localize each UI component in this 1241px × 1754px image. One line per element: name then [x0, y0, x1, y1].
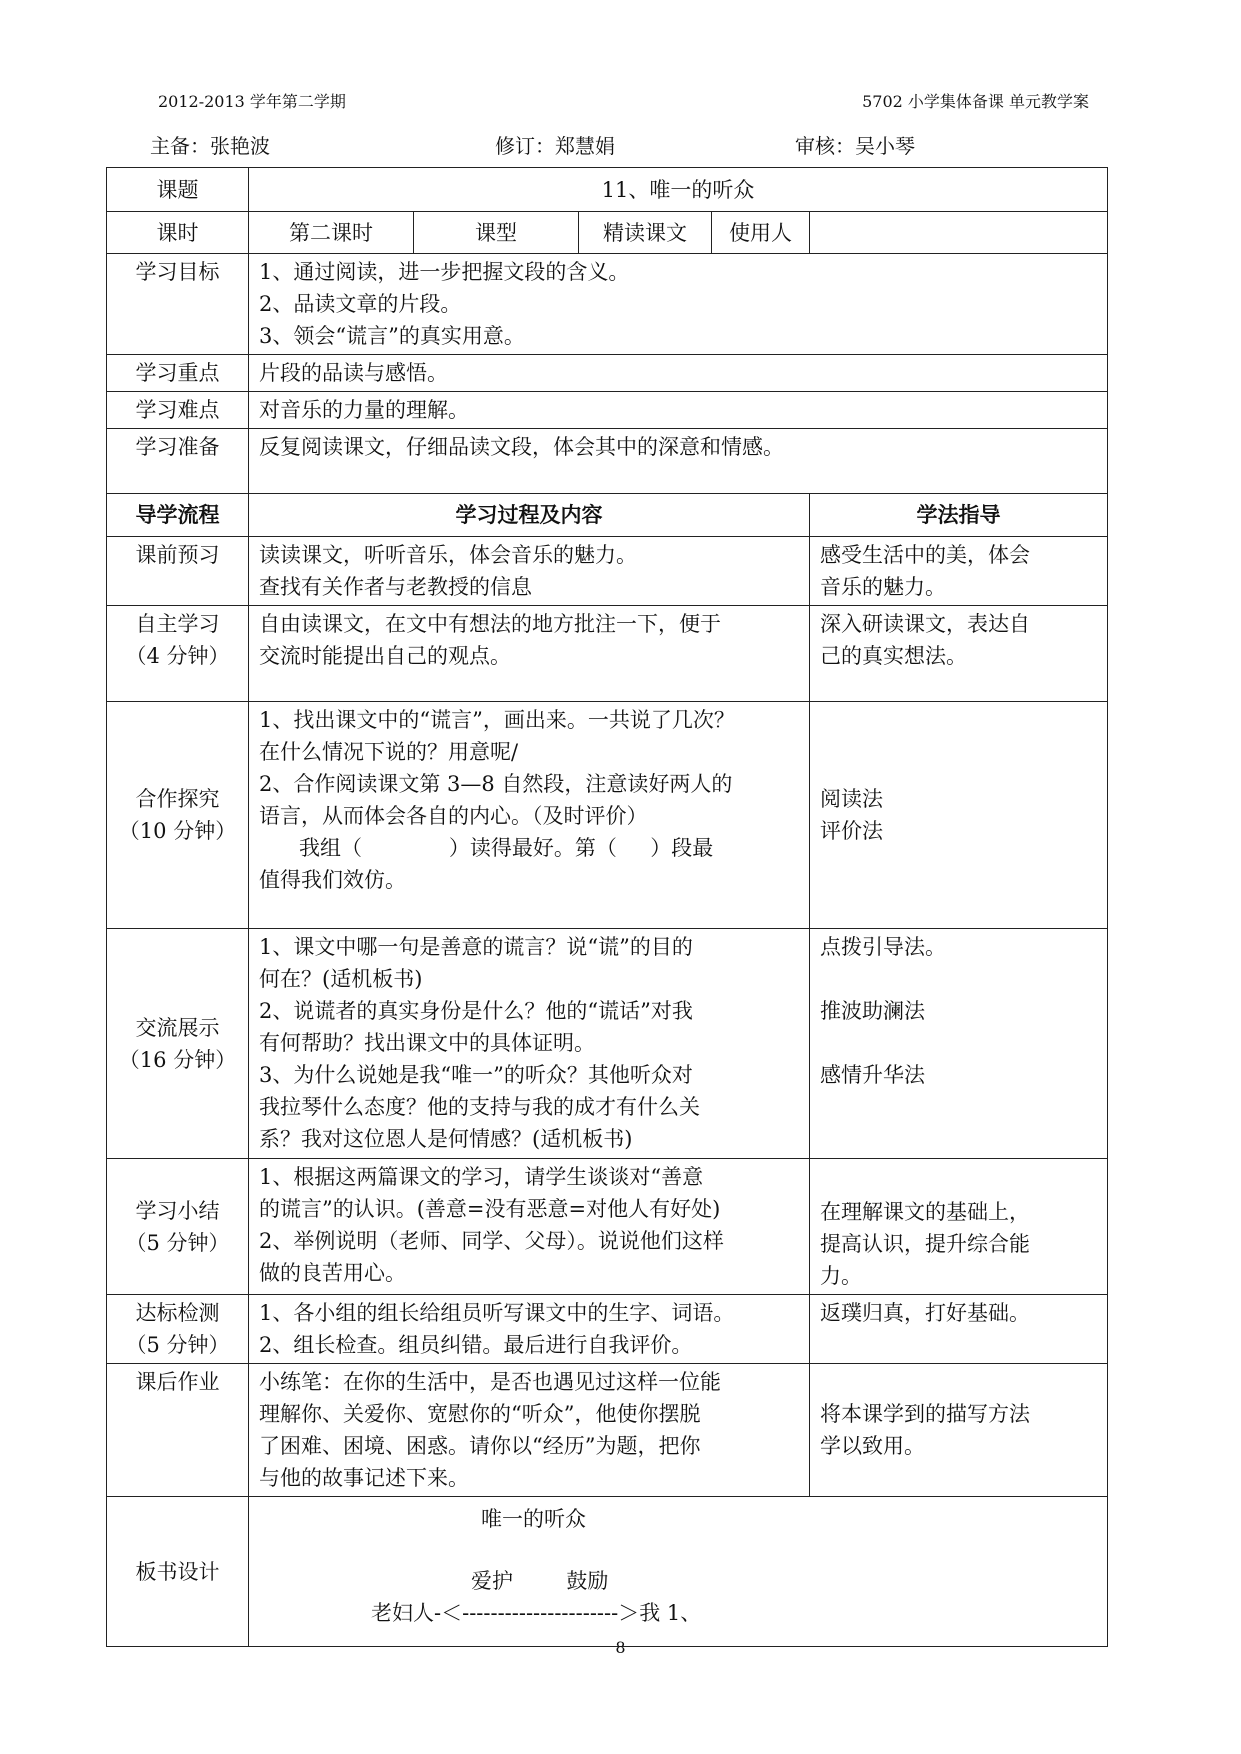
content-line: 交流时能提出自己的观点。	[259, 644, 511, 668]
stage-cell	[107, 702, 249, 929]
guide-line: 阅读法	[820, 787, 883, 811]
stage-name: 达标检测	[135, 1301, 220, 1325]
reviewer: 审核：吴小琴	[795, 134, 915, 158]
page-number: 8	[615, 1638, 626, 1657]
prep-value: 反复阅读课文，仔细品读文段，体会其中的深意和情感。	[249, 429, 1108, 494]
guide-line: 感受生活中的美，体会	[820, 543, 1030, 567]
content-line: 做的良苦用心。	[259, 1261, 406, 1285]
content-line: 系？我对这位恩人是何情感？(适机板书)	[259, 1127, 633, 1151]
goals-label: 学习目标	[107, 254, 249, 355]
column-header-guide: 学法指导	[810, 494, 1108, 537]
table-row	[107, 537, 1108, 606]
period-label: 课时	[107, 212, 249, 254]
guide-line: 推波助澜法	[820, 999, 925, 1023]
goals-content	[249, 254, 1108, 355]
guide-line: 力。	[820, 1264, 862, 1288]
title-row	[107, 168, 1108, 212]
guide-line: 学以致用。	[820, 1434, 925, 1458]
focus-row	[107, 355, 1108, 392]
guide-cell	[810, 1364, 1108, 1497]
content-cell	[249, 537, 810, 606]
board-design	[249, 1497, 1108, 1647]
guide-line: 点拨引导法。	[820, 935, 946, 959]
guide-line: 将本课学到的描写方法	[820, 1402, 1030, 1426]
stage-cell	[107, 1295, 249, 1364]
board-title: 唯一的听众	[481, 1507, 586, 1531]
stage-duration: （5 分钟）	[125, 1230, 230, 1255]
difficulty-label: 学习难点	[107, 392, 249, 429]
stage-cell	[107, 606, 249, 702]
stage-cell	[107, 1364, 249, 1497]
user-label: 使用人	[712, 212, 810, 254]
stage-cell	[107, 1159, 249, 1295]
table-row	[107, 1364, 1108, 1497]
difficulty-row	[107, 392, 1108, 429]
goal-item: 2、品读文章的片段。	[259, 292, 462, 316]
stage-name: 课前预习	[135, 543, 220, 567]
content-line: 2、合作阅读课文第 3—8 自然段，注意读好两人的	[259, 772, 733, 796]
guide-line: 感情升华法	[820, 1063, 925, 1087]
board-row	[107, 1497, 1108, 1647]
content-line: 理解你、关爱你、宽慰你的“听众”，他使你摆脱	[259, 1402, 701, 1426]
content-cell	[249, 1364, 810, 1497]
guide-line: 提高认识，提升综合能	[820, 1232, 1030, 1256]
content-line: 与他的故事记述下来。	[259, 1466, 469, 1490]
board-relation: 老妇人-＜----------------------＞我 1、	[371, 1601, 702, 1625]
focus-label: 学习重点	[107, 355, 249, 392]
guide-cell	[810, 1159, 1108, 1295]
goal-item: 1、通过阅读，进一步把握文段的含义。	[259, 260, 630, 284]
period-row	[107, 212, 1108, 254]
guide-line: 己的真实想法。	[820, 644, 967, 668]
content-line: 3、为什么说她是我“唯一”的听众？其他听众对	[259, 1063, 693, 1087]
content-line: 值得我们效仿。	[259, 868, 406, 892]
type-label: 课型	[414, 212, 579, 254]
goal-item: 3、领会“谎言”的真实用意。	[259, 324, 525, 348]
content-line: 我组（ ）读得最好。第（ ）段最	[259, 836, 714, 860]
content-cell	[249, 606, 810, 702]
content-cell	[249, 702, 810, 929]
content-cell	[249, 1159, 810, 1295]
goals-row	[107, 254, 1108, 355]
content-line: 读读课文，听听音乐，体会音乐的魅力。	[259, 543, 637, 567]
stage-cell	[107, 929, 249, 1159]
lesson-plan-table	[106, 167, 1108, 1647]
guide-cell	[810, 702, 1108, 929]
focus-value: 片段的品读与感悟。	[249, 355, 1108, 392]
stage-duration: （4 分钟）	[125, 644, 230, 668]
content-line: 有何帮助？找出课文中的具体证明。	[259, 1031, 595, 1055]
column-header-stage: 导学流程	[107, 494, 249, 537]
user-value	[810, 212, 1108, 254]
plan-label: 5702 小学集体备课 单元教学案	[862, 92, 1089, 111]
content-line: 语言，从而体会各自的内心。（及时评价）	[259, 804, 648, 828]
guide-cell	[810, 606, 1108, 702]
content-line: 2、举例说明（老师、同学、父母）。说说他们这样	[259, 1229, 724, 1253]
lesson-title: 11、唯一的听众	[249, 168, 1108, 212]
period-value: 第二课时	[249, 212, 414, 254]
content-line: 我拉琴什么态度？他的支持与我的成才有什么关	[259, 1095, 700, 1119]
guide-line: 在理解课文的基础上，	[820, 1200, 1030, 1224]
stage-duration: （5 分钟）	[125, 1333, 230, 1357]
content-cell	[249, 1295, 810, 1364]
content-line: 何在？(适机板书)	[259, 967, 423, 991]
content-line: 2、说谎者的真实身份是什么？他的“谎话”对我	[259, 999, 693, 1023]
content-line: 1、课文中哪一句是善意的谎言？说“谎”的目的	[259, 935, 693, 959]
guide-line: 返璞归真，打好基础。	[820, 1301, 1030, 1325]
content-line: 1、找出课文中的“谎言”，画出来。一共说了几次？	[259, 708, 735, 732]
table-row	[107, 702, 1108, 929]
table-row	[107, 1295, 1108, 1364]
stage-name: 自主学习	[135, 612, 220, 636]
content-cell	[249, 929, 810, 1159]
reviser: 修订：郑慧娟	[495, 134, 615, 158]
stage-name: 课后作业	[135, 1370, 220, 1394]
table-row	[107, 929, 1108, 1159]
term-label: 2012-2013 学年第二学期	[158, 92, 346, 111]
table-row	[107, 1159, 1108, 1295]
guide-line: 评价法	[820, 819, 883, 843]
stage-duration: （16 分钟）	[118, 1047, 237, 1072]
table-row	[107, 606, 1108, 702]
difficulty-value: 对音乐的力量的理解。	[249, 392, 1108, 429]
title-label: 课题	[107, 168, 249, 212]
content-line: 小练笔：在你的生活中，是否也遇见过这样一位能	[259, 1370, 721, 1394]
column-header-content: 学习过程及内容	[249, 494, 810, 537]
content-line: 查找有关作者与老教授的信息	[259, 575, 532, 599]
guide-cell	[810, 929, 1108, 1159]
guide-cell	[810, 1295, 1108, 1364]
content-line: 的谎言”的认识。(善意=没有恶意=对他人有好处)	[259, 1197, 721, 1221]
column-header-row	[107, 494, 1108, 537]
guide-line: 音乐的魅力。	[820, 575, 946, 599]
lead-preparer: 主备：张艳波	[150, 134, 270, 158]
guide-cell	[810, 537, 1108, 606]
board-label: 板书设计	[107, 1497, 249, 1647]
stage-name: 交流展示	[135, 1015, 220, 1040]
stage-cell	[107, 537, 249, 606]
stage-name: 学习小结	[135, 1198, 220, 1223]
guide-line: 深入研读课文，表达自	[820, 612, 1030, 636]
content-line: 自由读课文，在文中有想法的地方批注一下，便于	[259, 612, 721, 636]
type-value: 精读课文	[579, 212, 712, 254]
stage-duration: （10 分钟）	[118, 819, 237, 843]
prep-label: 学习准备	[107, 429, 249, 494]
content-line: 了困难、困境、困惑。请你以“经历”为题，把你	[259, 1434, 701, 1458]
content-line: 1、各小组的组长给组员听写课文中的生字、词语。	[259, 1301, 735, 1325]
content-line: 2、组长检查。组员纠错。最后进行自我评价。	[259, 1333, 693, 1357]
board-words: 爱护 鼓励	[471, 1569, 609, 1593]
stage-name: 合作探究	[135, 787, 220, 811]
content-line: 1、根据这两篇课文的学习，请学生谈谈对“善意	[259, 1165, 704, 1189]
prep-row	[107, 429, 1108, 494]
content-line: 在什么情况下说的？用意呢/	[259, 740, 519, 764]
